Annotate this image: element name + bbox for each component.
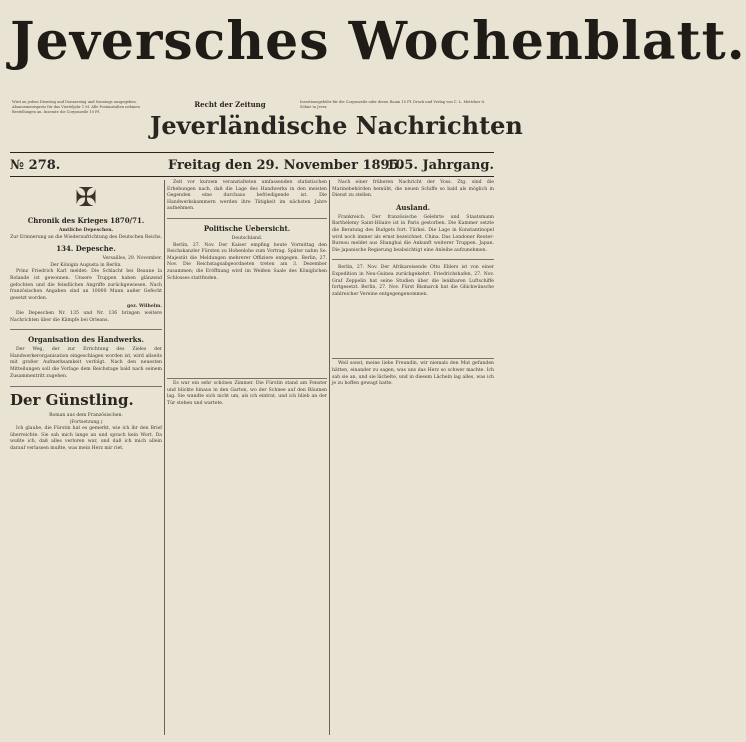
- politik-text: Berlin, 27. Nov. Der Kaiser empfing heute Vormittag den Reichskanzler Fürsten zu Hohenlohe zum Vortrag. Später nahm Se. Majestät die Meldungen mehrerer Offiziere entgegen. Berlin, 27. Nov. Die Reichstagsabgeordneten treten am 3. Dezember zusammen; die Eröffnung wird im Weißen Saale des Königlichen Schlosses stattfinden.: [167, 242, 327, 281]
- divider: [10, 329, 162, 330]
- chronik-sub: Amtliche Depeschen.: [58, 228, 114, 233]
- top-rule: [10, 152, 494, 153]
- chronik-note: Zur Erinnerung an die Wiederaufrichtung des Deutschen Reichs.: [10, 234, 162, 240]
- feuilleton-divider: [167, 378, 327, 379]
- divider: [332, 259, 494, 260]
- story-continuation: (Fortsetzung.): [69, 419, 103, 425]
- depesche-sign: gez. Wilhelm.: [127, 304, 162, 310]
- depesche-text: Prinz Friedrich Karl meldet: Die Schlacht bei Beaune la Rolande ist gewonnen. Unsere Truppen haben glänzend gefochten und die feindlichen Angriffe zurückgewiesen. Nach französischen Angaben sind an 10000 Mann außer Gefecht gesetzt worden.: [10, 269, 162, 301]
- ausland-text: Frankreich. Der französische Gelehrte und Staatsmann Barthélemy Saint-Hilaire ist in Paris gestorben. Die Kammer setzte die Beratung des Budgets fort. Türkei. Die Lage in Konstantinopel wird noch immer als ernst bezeichnet. China. Das Londoner Reuter-Bureau meldet aus Shanghai die Ankunft weiterer Truppen. Japan. Die japanische Regierung beabsichtigt eine Anleihe aufzunehmen.: [332, 214, 494, 253]
- issue-year: 105. Jahrgang.: [386, 158, 494, 173]
- issue-date: Freitag den 29. November 1895.: [168, 158, 404, 173]
- feuilleton-divider: [10, 386, 162, 387]
- column-3: [332, 180, 494, 735]
- subtitle: Jeverländische Nachrichten: [150, 111, 523, 140]
- column-divider: [164, 180, 165, 735]
- dateline: [10, 157, 494, 175]
- masthead-title: Jeversches Wochenblatt.: [10, 11, 746, 72]
- iron-cross-icon: ✠: [75, 183, 97, 213]
- politik-title: Politische Uebersicht.: [203, 223, 291, 233]
- divider: [167, 218, 327, 219]
- org-title: Organisation des Handwerks.: [28, 335, 144, 345]
- story-author: Roman aus dem Französischen.: [49, 413, 123, 419]
- story-text: Weil sonst, meine liebe Freundin, wir niemals den Mut gefunden hätten, einander zu sagen, was uns das Herz so schwer machte. Ich sah sie an, und sie lächelte, und in diesem Lächeln lag alles, was ich je zu hoffen gewagt hatte.: [332, 361, 494, 387]
- depesche-note: Die Depeschen Nr. 135 und Nr. 136 bringen weitere Nachrichten über die Kämpfe bei Orleans.: [10, 310, 162, 323]
- org-text: Der Weg, der zur Errichtung des Zieles der Handwerkerorganisation eingeschlagen worden ist, wird allseits mit großer Aufmerksamkeit verfolgt. Nach den neuesten Mitteilungen soll die Vorlage dem Reichstage bald nach seinem Zusammentritt zugehen.: [10, 347, 162, 379]
- story-text: Ich glaube, die Fürstin hat es gemerkt, wie ich ihr den Brief überreichte. Sie sah mich lange an und sprach kein Wort. Da wußte ich, daß alles verloren war, und daß ich mich allein darauf verlassen mußte, was mein Herz mir riet.: [10, 426, 162, 452]
- column-1: [10, 180, 162, 735]
- column-2: [167, 180, 327, 735]
- story-text: Es war ein sehr schönes Zimmer. Die Fürstin stand am Fenster und blickte hinaus in den Garten, wo der Schnee auf den Bäumen lag. Sie wandte sich nicht um, als ich eintrat, und ich blieb an der Tür stehen und wartete.: [167, 381, 327, 406]
- depesche-to: Der Königin Augusta in Berlin.: [50, 262, 122, 268]
- intro-text: Zeit vor kurzem veranstalteten umfassenden statistischen Erhebungen nach, daß die Lage des Handwerks in den meisten Gegenden eine durchaus befriedigende ist. Die Handwerkskammern werden ihre Tätigkeit im nächsten Jahre aufnehmen.: [167, 180, 327, 212]
- depesche-place: Versailles, 29. November.: [102, 256, 162, 262]
- depesche-title: 134. Depesche.: [56, 244, 116, 254]
- header-center-notice: Recht der Zeitung: [194, 100, 266, 109]
- header-left-notice: Wird an jedem Dienstag und Donnerstag und Sonntags ausgegeben. Abonnementspreis für das Vierteljahr 1 M. Alle Postanstalten nehmen Bestellungen an. Inserate die Corpuszeile 10 Pf.: [12, 100, 140, 114]
- header-right-notice: Insertionsgebühr für die Corpuszeile oder deren Raum 10 Pf. Druck und Verlag von C. L. Mettcker & Söhne in Jever.: [300, 100, 485, 109]
- bottom-rule: [10, 176, 494, 177]
- chronik-title: Chronik des Krieges 1870/71.: [27, 216, 145, 225]
- politik-sub: Deutschland.: [231, 235, 263, 241]
- ausland-title: Ausland.: [395, 202, 431, 212]
- local-text: Berlin, 27. Nov. Der Afrikareisende Otto Ehlers ist von einer Expedition in Neu-Guinea zurückgekehrt. Friedrichshafen, 27. Nov. Graf Zeppelin hat seine Studien über die lenkbaren Luftschiffe fortgesetzt. Berlin, 27. Nov. Fürst Bismarck hat die Glückwünsche zahlreicher Vereine entgegengenommen.: [332, 265, 494, 297]
- issue-number: № 278.: [10, 158, 61, 173]
- column-divider: [329, 180, 330, 735]
- story-title: Der Günstling.: [10, 391, 134, 410]
- feuilleton-divider: [332, 358, 494, 359]
- intro-text: Nach einer früheren Nachricht der Voss. Ztg. sind die Marinebehörden bemüht, die neuen Schiffe so bald als möglich in Dienst zu stellen.: [332, 180, 494, 199]
